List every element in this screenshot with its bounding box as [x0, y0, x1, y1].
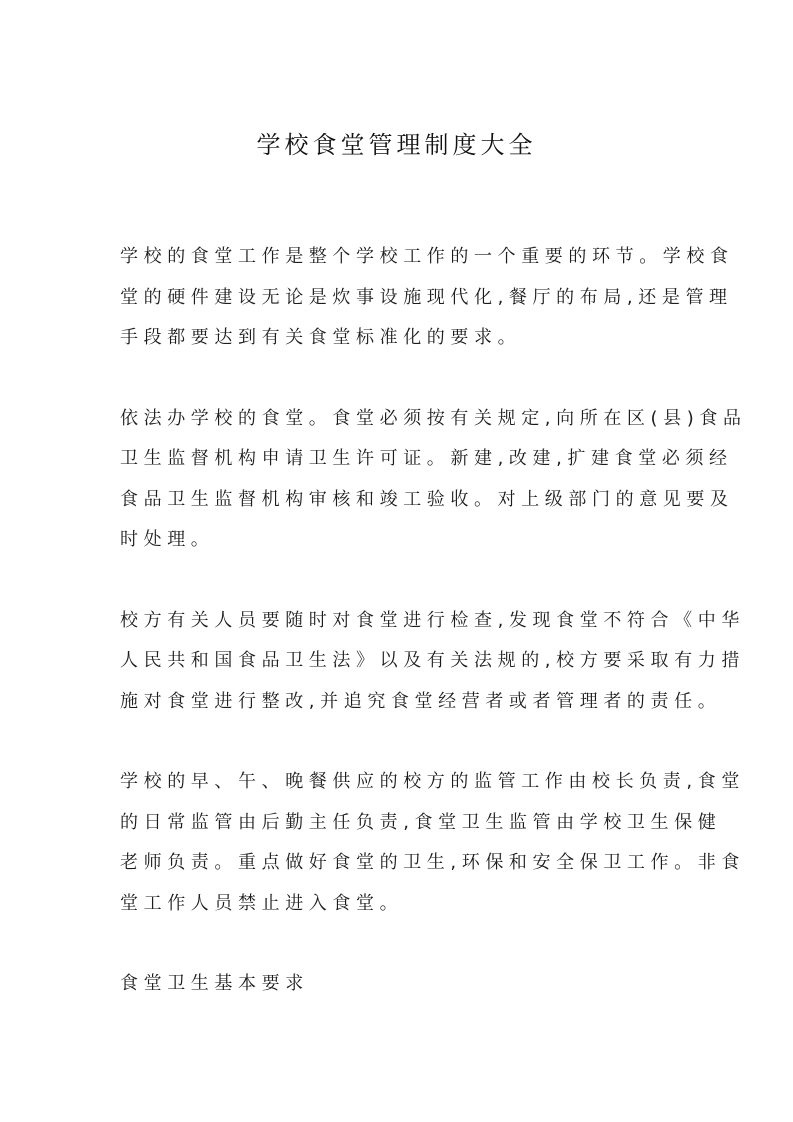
paragraph-line: 食品卫生监督机构审核和竣工验收。对上级部门的意见要及 [120, 488, 734, 510]
paragraph-intro [120, 237, 734, 359]
paragraph-line: 老师负责。重点做好食堂的卫生,环保和安全保卫工作。非食 [120, 852, 745, 873]
paragraph-supervision [120, 762, 745, 924]
paragraph-line: 校方有关人员要随时对食堂进行检查,发现食堂不符合《中华 [120, 609, 745, 631]
paragraph-line: 学校的食堂工作是整个学校工作的一个重要的环节。学校食 [120, 246, 734, 267]
paragraph-line: 时处理。 [120, 529, 215, 550]
paragraph-line: 堂的硬件建设无论是炊事设施现代化,餐厅的布局,还是管理 [120, 286, 733, 308]
paragraph-line: 学校的早、午、晚餐供应的校方的监管工作由校长负责,食堂 [120, 771, 745, 792]
paragraph-line: 卫生监督机构申请卫生许可证。新建,改建,扩建食堂必须经 [120, 448, 733, 469]
paragraph-legal-operation [120, 399, 747, 561]
document-body [120, 237, 747, 1005]
paragraph-line: 人民共和国食品卫生法》以及有关法规的,校方要采取有力措 [120, 650, 745, 671]
section-heading: 食堂卫生基本要求 [120, 973, 309, 994]
paragraph-inspection [120, 601, 745, 723]
paragraph-line: 依法办学校的食堂。食堂必须按有关规定,向所在区(县)食品 [120, 407, 747, 429]
paragraph-line: 施对食堂进行整改,并追究食堂经营者或者管理者的责任。 [120, 690, 722, 712]
paragraph-line: 的日常监管由后勤主任负责,食堂卫生监管由学校卫生保健 [120, 811, 722, 833]
paragraph-line: 手段都要达到有关食堂标准化的要求。 [120, 327, 522, 348]
paragraph-line: 堂工作人员禁止进入食堂。 [120, 892, 404, 914]
document-title: 学校食堂管理制度大全 [256, 131, 537, 159]
